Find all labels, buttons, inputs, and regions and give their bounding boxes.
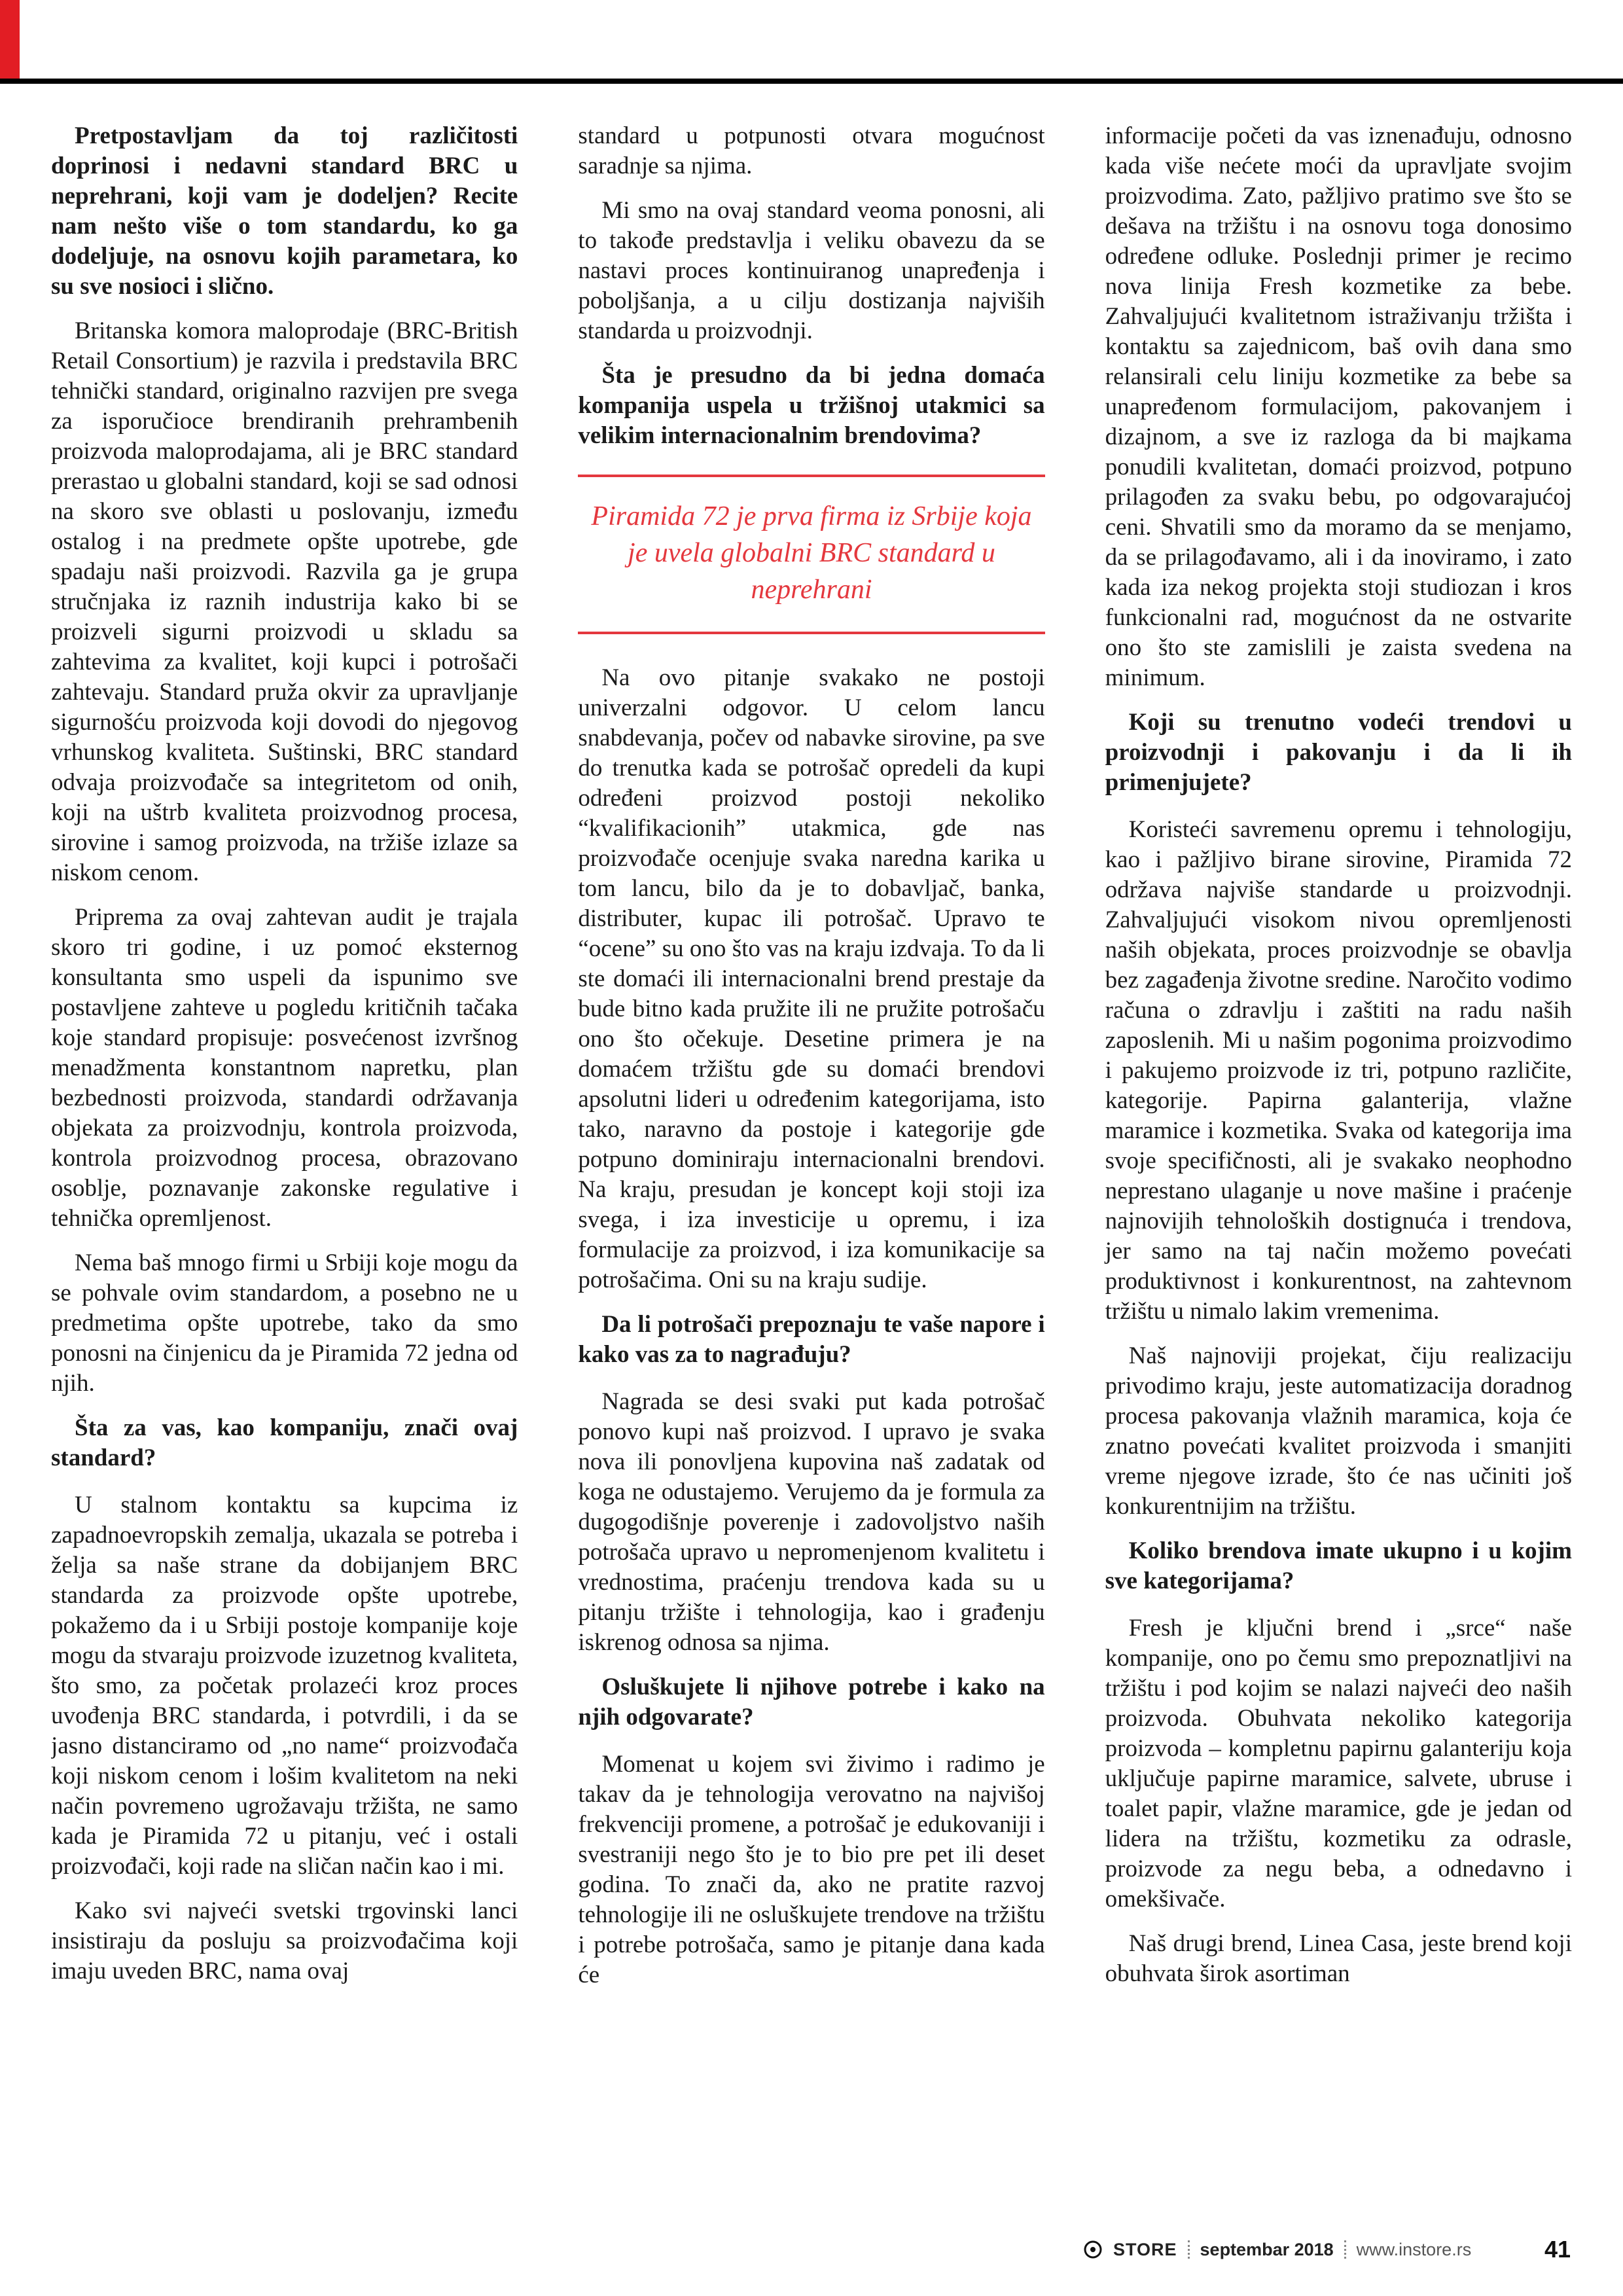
body-paragraph: Nema baš mnogo firmi u Srbiji koje mogu da se pohvale ovim standardom, a posebno ne u predmetima opšte upotrebe, tako da smo ponosni na činjenicu da je Piramida 72 jedna od njih. (51, 1249, 518, 1397)
body-paragraph: Pretpostavljam da toj različitosti doprinosi i nedavni standard BRC u neprehrani, koji vam je dodeljen? Recite nam nešto više o tom standardu, ko ga dodeljuje, na osnovu kojih parametara, ko su sve nosioci i slično. (51, 122, 518, 300)
footer-divider (1188, 2240, 1190, 2259)
body-paragraph: Momenat u kojem svi živimo i radimo je takav da je tehnologija verovatno na najvišoj frekvenciji promene, a potrošač je edukovaniji i svestraniji nego što je to bio pre pet ili deset godina. To znači da, ako ne pratite razvoj tehnologije ili ne osluškujete trendove na tržištu i potrebe potrošača, samo je pitanje dana kada će (578, 1751, 1045, 1988)
page-number: 41 (1544, 2236, 1571, 2263)
body-paragraph: Mi smo na ovaj standard veoma ponosni, ali to takođe predstavlja i veliku obavezu da se nastavi proces kontinuiranog unapređenja i poboljšanja, a u cilju dostizanja najviših standarda u proizvodnji. (578, 197, 1045, 344)
interview-question: Šta je presudno da bi jedna domaća kompanija uspela u tržišnoj utakmici sa velikim internacionalnim brendovima? (578, 362, 1045, 449)
body-paragraph: Kako svi najveći svetski trgovinski lanci insistiraju da posluju sa proizvođačima koji imaju uveden BRC, nama ovaj (51, 1897, 518, 1984)
article-body (51, 121, 1572, 2196)
magazine-name: STORE (1113, 2239, 1177, 2259)
spine-red-marker (0, 0, 20, 79)
body-paragraph: Nagrada se desi svaki put kada potrošač ponovo kupi naš proizvod. I upravo je svaka nova ili ponovljena kupovina naš zadatak od koga ne odustajemo. Verujemo da je formula za dugogodišnje poverenje i zadovoljstvo naših potrošača upravo u nepromenjenom kvalitetu i vrednostima, praćenju trendova kada su u pitanju tržište i tehnologija, kao i građenju iskrenog odnosa sa njima. (578, 1388, 1045, 1656)
interview-question: Da li potrošači prepoznaju te vaše napore i kako vas za to nagrađuju? (578, 1311, 1045, 1368)
body-paragraph: Naš najnoviji projekat, čiju realizaciju privodimo kraju, jeste automatizacija doradnog procesa pakovanja vlažnih maramica, koja će znatno povećati kvalitet proizvoda i smanjiti vreme njegove izrade, što će nas učiniti još konkurentnijim na tržištu. (1105, 1342, 1572, 1520)
body-paragraph: Britanska komora maloprodaje (BRC-British Retail Consortium) je razvila i predstavila BRC tehnički standard, originalno razvijen pre svega za isporučioce brendiranih prehrambenih proizvoda maloprodajama, ali je BRC standard prerastao u globalni standard, koji se sad odnosi na skoro sve oblasti u poslovanju, između ostalog i na predmete opšte upotrebe, gde spadaju naši proizvodi. Razvila ga je grupa stručnjaka iz raznih industrija kako bi se proizveli sigurni proizvodi u skladu sa zahtevima za kvalitet, koji kupci i potrošači zahtevaju. Standard pruža okvir za upravljanje sigurnošću proizvoda koji dovodi do njegovog vrhunskog kvaliteta. Suštinski, BRC standard odvaja proizvođače sa integritetom od onih, koji na uštrb kvaliteta proizvodnog procesa, sirovine i samog proizvoda, na tržiše izlaze sa niskom cenom. (51, 317, 518, 886)
body-paragraph: Na ovo pitanje svakako ne postoji univerzalni odgovor. U celom lancu snabdevanja, počev od nabavke sirovine, pa sve do trenutka kada se potrošač opredeli da kupi određeni proizvod postoji nekoliko “kvalifikacionih” utakmica, gde nas proizvođače ocenjuje svaka naredna karika u tom lancu, bilo da je to dobavljač, banka, distributer, kupac ili potrošač. Upravo te “ocene” su ono što vas na kraju izdvaja. To da li ste domaći ili internacionalni brend prestaje da bude bitno kada pružite ili ne pružite potrošaču ono što očekuje. Desetine primera je na domaćem tržištu gde su domaći brendovi apsolutni lideri u određenim kategorijama, isto tako, naravno da postoje i kategorije gde potpuno dominiraju internacionalni brendovi. Na kraju, presudan je koncept koji stoji iza svega, i iza investicije u opremu, i iza formulacije za proizvod, i iza komunikacije sa potrošačima. Oni su na kraju sudije. (578, 664, 1045, 1293)
instore-logo-icon (1083, 2240, 1103, 2259)
body-paragraph: Koristeći savremenu opremu i tehnologiju, kao i pažljivo birane sirovine, Piramida 72 održava najviše standarde u proizvodnji. Zahvaljujući visokom nivou opremljenosti naših objekata, proces proizvodnje se obavlja bez zagađenja životne sredine. Naročito vodimo računa o zdravlju i zaštiti na radu naših zaposlenih. Mi u našim pogonima proizvodimo i pakujemo proizvode iz tri, potpuno različite, kategorije. Papirna galanterija, vlažne maramice i kozmetika. Svaka od kategorija ima svoje specifičnosti, ali je svakako neophodno neprestano ulaganje u nove mašine i praćenje najnovijih tehnoloških dostignuća i trendova, jer samo na taj način možemo povećati produktivnost i konkurentnost, na zahtevnom tržištu u nimalo lakim vremenima. (1105, 816, 1572, 1325)
article-column-2 (578, 121, 1044, 2196)
interview-question: Osluškujete li njihove potrebe i kako na njih odgovarate? (578, 1674, 1045, 1731)
footer-divider (1344, 2240, 1346, 2259)
header-rule (0, 79, 1623, 84)
body-paragraph: Fresh je ključni brend i „srce“ naše kompanije, ono po čemu smo prepoznatljivi na tržištu i pod kojim se nalazi najveći deo naših proizvoda. Obuhvata nekoliko kategorija proizvoda – kompletnu papirnu galanteriju koja uključuje papirne maramice, salvete, ubruse i toalet papir, vlažne maramice, gde je jedan od lidera na tržištu, kozmetiku za odrasle, proizvode za negu beba, a odnedavno i omekšivače. (1105, 1615, 1572, 1912)
issue-date: septembar 2018 (1200, 2239, 1334, 2259)
article-column-1 (51, 121, 518, 2196)
body-paragraph: Naš drugi brend, Linea Casa, jeste brend koji obuhvata širok asortiman (1105, 1930, 1572, 1987)
interview-question: Šta za vas, kao kompaniju, znači ovaj standard? (51, 1414, 518, 1471)
interview-question: Koji su trenutno vodeći trendovi u proizvodnji i pakovanju i da li ih primenjujete? (1105, 709, 1572, 796)
pull-quote-text: Piramida 72 je prva firma iz Srbije koja je uvela globalni BRC standard u neprehrani (591, 501, 1032, 605)
body-paragraph: standard u potpunosti otvara mogućnost saradnje sa njima. (578, 122, 1045, 179)
body-paragraph: U stalnom kontaktu sa kupcima iz zapadnoevropskih zemalja, ukazala se potreba i želja sa naše strane da dobijanjem BRC standarda za proizvode opšte upotrebe, pokažemo da i u Srbiji postoje kompanije koje mogu da stvaraju proizvode izuzetnog kvaliteta, što smo, za početak prolazeći kroz proces uvođenja BRC standarda, i potvrdili, i da se jasno distanciramo od „no name“ proizvođača koji niskom cenom i lošim kvalitetom na neki način povremeno ugrožavaju tržišta, ne samo kada je Piramida 72 u pitanju, već i ostali proizvođači, koji rade na sličan način kao i mi. (51, 1492, 518, 1880)
body-paragraph: informacije početi da vas iznenađuju, odnosno kada više nećete moći da upravljate svojim proizvodima. Zato, pažljivo pratimo sve što se dešava na tržištu i na osnovu toga donosimo određene odluke. Poslednji primer je recimo nova linija Fresh kozmetike za bebe. Zahvaljujući kvalitetnom istraživanju tržišta i kontaktu sa zajednicom, baš ovih dana smo relansirali celu liniju kozmetike za bebe sa unapređenom formulacijom, pakovanjem i dizajnom, a sve iz razloga da bi majkama ponudili kvalitetan, domaći proizvod, potpuno prilagođen za svaku bebu, po odgovarajućoj ceni. Shvatili smo da moramo da se menjamo, da se prilagođavamo, ali i da inoviramo, i zato kada iza nekog projekta stoji studiozan i kros funkcionalni rad, mogućnost da ne ostvarite ono što ste zamislili je zaista svedena na minimum. (1105, 122, 1572, 691)
interview-question: Koliko brendova imate ukupno i u kojim sve kategorijama? (1105, 1537, 1572, 1594)
website-link[interactable]: www.instore.rs (1356, 2239, 1472, 2259)
body-paragraph: Priprema za ovaj zahtevan audit je trajala skoro tri godine, i uz pomoć eksternog konsultanta smo uspeli da ispunimo sve postavljene zahteve u pogledu kritičnih tačaka koje standard propisuje: posvećenost izvršnog menadžmenta konstantnom napretku, plan bezbednosti proizvoda, standardi održavanja objekata za proizvodnju, kontrola proizvoda, kontrola proizvodnog procesa, obrazovano osoblje, poznavanje zakonske regulative i tehnička opremljenost. (51, 904, 518, 1232)
pull-quote (578, 475, 1044, 634)
article-column-3 (1105, 121, 1572, 2196)
page-footer (1083, 2236, 1571, 2263)
